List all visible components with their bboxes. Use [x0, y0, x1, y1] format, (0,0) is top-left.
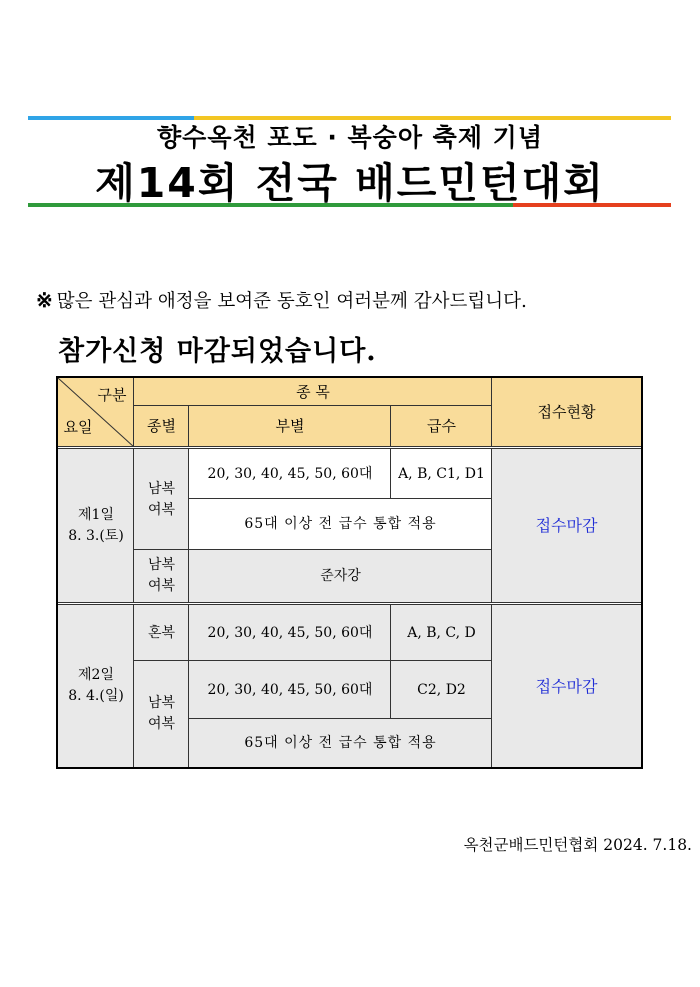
grid-line: [134, 549, 492, 550]
header-double-line: [58, 446, 641, 449]
footer-signature: 옥천군배드민턴협회 2024. 7.18.: [463, 836, 692, 854]
day2-label-date: 8. 4.(일): [68, 688, 124, 704]
day1-row3-division: 준자강: [189, 550, 492, 602]
day1-type-a: 남복 여복: [134, 449, 189, 550]
event-title: 제14회 전국 배드민턴대회: [95, 159, 605, 207]
event-header: 종 목: [134, 378, 492, 406]
day2-type-b: 남복 여복: [134, 661, 189, 767]
registration-closed-message: 참가신청 마감되었습니다.: [58, 336, 377, 367]
day1-label-date: 8. 3.(토): [68, 527, 124, 544]
grid-line: [188, 406, 189, 767]
corner-label-category: 구분: [97, 385, 127, 404]
day2-row2-grade: C2, D2: [391, 661, 492, 719]
day1-row1-grade: A, B, C1, D1: [391, 449, 492, 499]
event-subtitle: 향수옥천 포도 · 복숭아 축제 기념: [157, 123, 543, 152]
day1-row1-division: 20, 30, 40, 45, 50, 60대: [189, 449, 391, 499]
schedule-table: [56, 376, 643, 769]
grade-header: 급수: [391, 406, 492, 447]
day1-status: 접수마감: [492, 449, 641, 602]
notice-line: [36, 287, 527, 313]
day2-label: [58, 605, 134, 767]
grid-line: [390, 406, 391, 449]
day2-row1-division: 20, 30, 40, 45, 50, 60대: [189, 605, 391, 661]
grid-line: [189, 498, 492, 499]
day1-label: [58, 449, 134, 602]
day2-status: 접수마감: [492, 605, 641, 767]
grid-line: [189, 718, 492, 719]
grid-line: [390, 449, 391, 499]
corner-label-day: 요일: [63, 417, 93, 436]
type-header: 종별: [134, 406, 189, 447]
division-header: 부별: [189, 406, 391, 447]
day-double-line: [58, 602, 641, 605]
grid-line: [134, 405, 492, 406]
grid-line: [133, 378, 134, 767]
day1-label-number: 제1일: [78, 506, 114, 523]
day2-row2-division: 20, 30, 40, 45, 50, 60대: [189, 661, 391, 719]
day1-row2-division: 65대 이상 전 급수 통합 적용: [189, 499, 492, 550]
day2-type-a: 혼복: [134, 605, 189, 661]
reference-mark: ※: [36, 288, 53, 312]
notice-text: 많은 관심과 애정을 보여준 동호인 여러분께 감사드립니다.: [56, 291, 527, 312]
day2-label-number: 제2일: [78, 667, 114, 683]
day2-row3-division: 65대 이상 전 급수 통합 적용: [189, 719, 492, 767]
grid-line: [134, 660, 492, 661]
day2-row1-grade: A, B, C, D: [391, 605, 492, 661]
day1-type-b: 남복 여복: [134, 550, 189, 602]
grid-line: [491, 378, 492, 767]
status-header: 접수현황: [492, 378, 641, 447]
grid-line: [390, 605, 391, 719]
